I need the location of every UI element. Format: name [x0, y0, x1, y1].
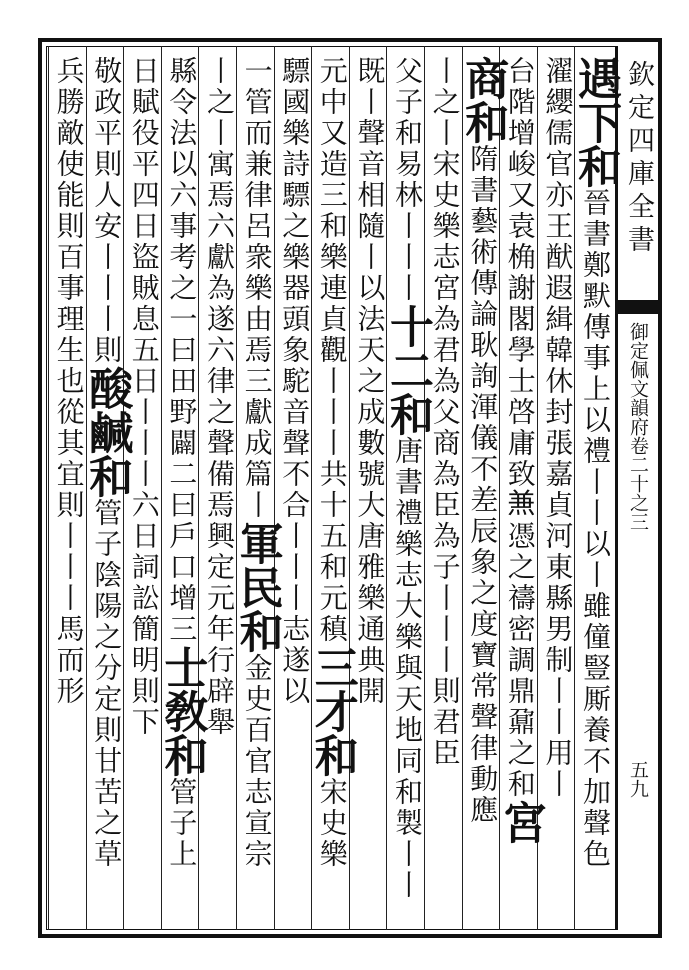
column-rule — [311, 46, 312, 930]
entry-text: 元中又造三和樂連貞觀丨丨丨共十五和元稹 — [315, 56, 349, 645]
entry-text: 興定元年行辟舉 — [202, 521, 236, 738]
headword: 軍民和 — [231, 521, 283, 653]
text-column — [494, 56, 546, 926]
entry-text: 明則下 — [127, 645, 161, 738]
headword: 十二和 — [381, 304, 433, 436]
entry-text: 管子上 — [165, 777, 199, 870]
page-number: 五九 — [627, 760, 649, 798]
text-column — [200, 56, 236, 926]
headword: 遇下和 — [569, 56, 621, 188]
headword: 三才和 — [306, 645, 358, 777]
entry-text: 唐書禮樂志大樂與天地同和製丨丨 — [390, 436, 424, 901]
entry-text: 金史百官志宣宗 — [240, 653, 274, 870]
column-rule — [424, 46, 425, 930]
column-rule — [462, 46, 463, 930]
entry-text: 父子和易林丨丨丨 — [390, 56, 424, 304]
text-column — [351, 56, 387, 926]
text-column — [276, 56, 312, 926]
entry-text: 宋史樂 — [315, 777, 349, 870]
entry-text: 台階增峻又袁桷謝閣學士啓庸致𠔥憑之禱密調鼎鼐之和 — [503, 56, 537, 800]
entry-text: 管子陰陽之分定則甘苦之草 — [90, 498, 124, 870]
entry-text: 濯纓儒官亦王猷遐緝韓休封張嘉貞河東縣男制丨丨用丨 — [541, 56, 575, 800]
entry-text: 敬政平則人安丨丨丨則 — [90, 56, 124, 366]
text-column — [231, 56, 283, 926]
entry-text: 兵勝敵使能則百事理 — [52, 56, 86, 335]
text-column — [156, 56, 208, 926]
text-column — [457, 56, 509, 926]
entry-text: 驃國樂詩驃之樂器頭象駝音聲不合丨丨丨 — [278, 56, 312, 614]
column-rule — [48, 46, 49, 930]
text-column — [539, 56, 575, 926]
column-rule — [198, 46, 199, 930]
entry-text: 丨之丨寓焉六獻為遂六律之聲備焉 — [202, 56, 236, 521]
text-column — [306, 56, 358, 926]
headword: 酸鹹和 — [81, 366, 133, 498]
entry-text: 隋書藝術傳論耿詢渾儀不差辰象之度寶常聲律動應 — [466, 144, 500, 826]
entry-text: 生也從其宜則丨丨丨馬而形 — [52, 335, 86, 707]
text-column — [381, 56, 433, 926]
entry-text: 丨以法天之成數號大唐雅樂通典開 — [353, 242, 387, 707]
entry-text: 晉書鄭默傳事上以禮丨丨 — [578, 188, 612, 529]
column-rule — [386, 46, 387, 930]
headword: 商和 — [457, 56, 509, 144]
entry-text: 以丨雖僮豎厮養不加聲色 — [578, 529, 612, 870]
column-rule — [236, 46, 237, 930]
text-column — [50, 56, 86, 926]
headword: 宮 — [494, 800, 546, 844]
entry-text: 志遂以 — [278, 614, 312, 707]
headword: 士敎和 — [156, 645, 208, 777]
collection-title: 欽定四庫全書 — [623, 60, 654, 258]
column-rule — [161, 46, 162, 930]
entry-text: 一管而兼律呂衆樂由焉三獻成篇丨 — [240, 56, 274, 521]
entry-text: 丨之丨宋史樂志宮為君為父商為臣為子丨丨丨則君臣 — [428, 56, 462, 769]
chapter-title: 御定佩文韻府卷二十之三 — [627, 322, 649, 531]
text-column — [81, 56, 133, 926]
text-column — [426, 56, 462, 926]
entry-text: 既丨聲音相隨 — [353, 56, 387, 242]
entry-text: 日賦役平四日盜賊息五日丨丨丨六日詞訟簡 — [127, 56, 161, 645]
entry-text: 縣令法以六事考之一曰田野闢二曰戶口增三 — [165, 56, 199, 645]
fishtail-mark — [616, 300, 660, 314]
column-rule — [499, 46, 500, 930]
text-column — [569, 56, 621, 926]
